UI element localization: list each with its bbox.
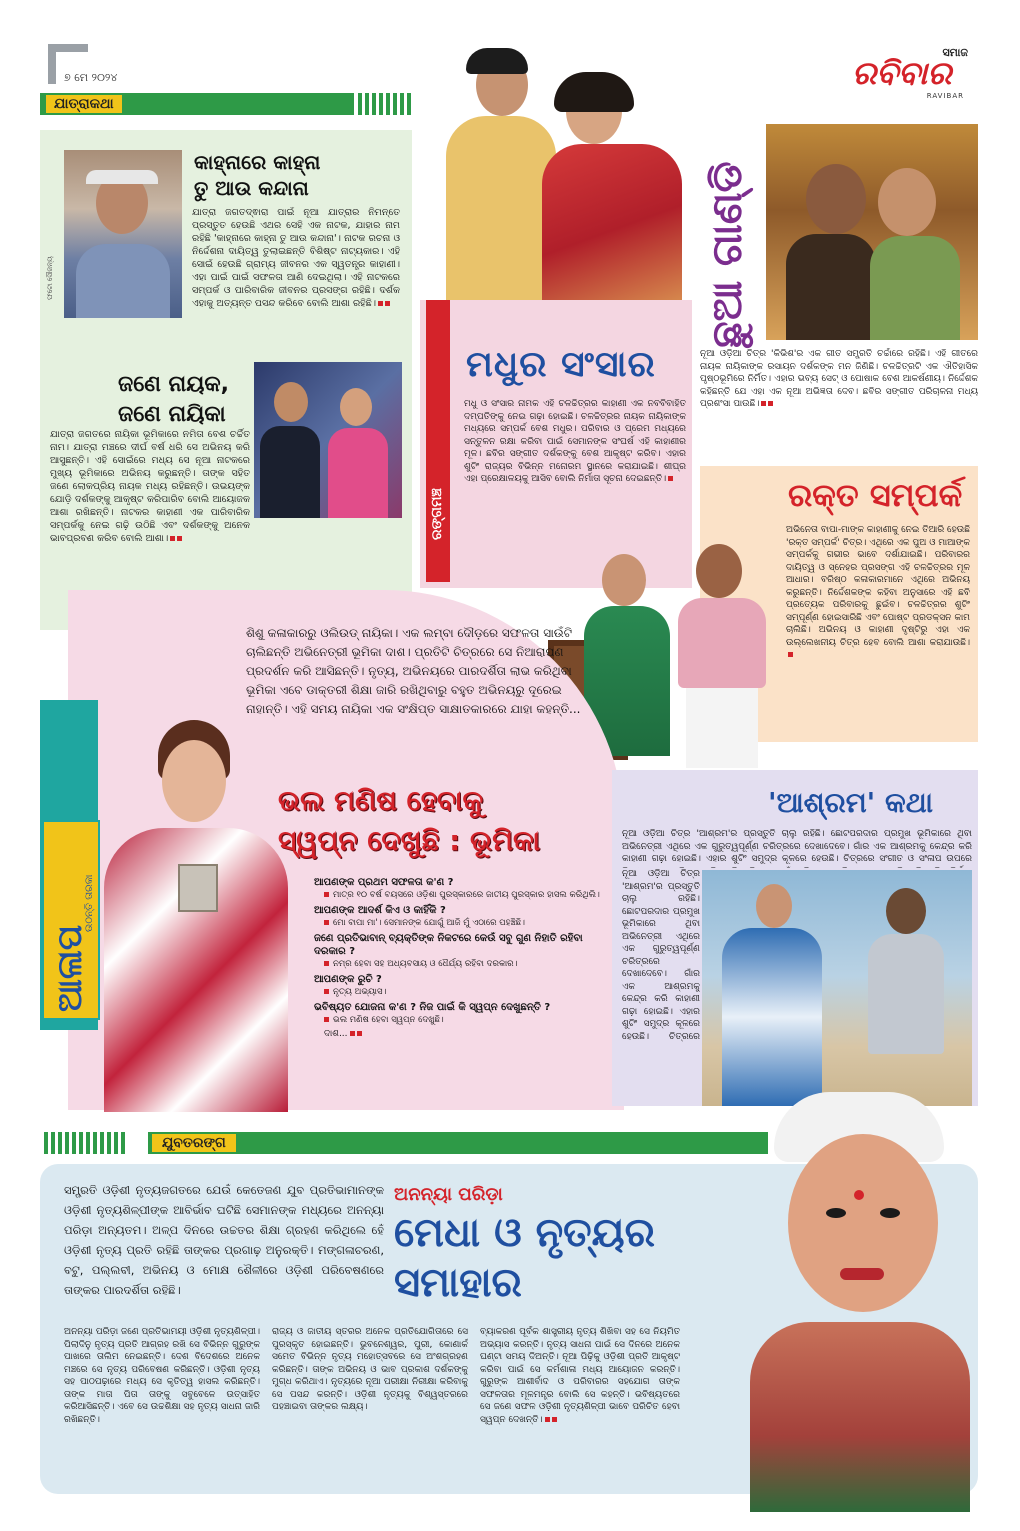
jatra-section-header	[40, 93, 354, 115]
yuba-headline-2: ସମାହାର	[394, 1260, 522, 1306]
interview-qa-list	[314, 876, 614, 1039]
ashram-still-photo	[702, 870, 972, 1106]
qa-answer: ମୋ ବାପା ମା'। ସେମାନଙ୍କ ଯୋଗୁଁ ଆଜି ମୁଁ ଏଠାରେ ପହଞ୍ଚିଛି।	[314, 917, 614, 929]
yuba-section-label: ଯୁବତରଙ୍ଗ	[152, 1134, 236, 1152]
madhur-title: ମଧୁର ସଂସାର	[466, 344, 656, 385]
qa-question: ଜଣେ ପ୍ରତିଭାବାନ୍ ବ୍ୟକ୍ତିଙ୍କ ନିକଟରେ କେଉଁ ସବୁ ଗୁଣ ନିହାତି ରହିବା ଦରକାର ?	[314, 933, 583, 957]
rakta-body: ଅଭିନେତା ବାପା-ମାଙ୍କ କାହାଣୀକୁ ନେଇ ତିଆରି ହେଉଛି 'ରକ୍ତ ସମ୍ପର୍କ' ଚିତ୍ର। ଏଥିରେ ଏକ ପୁଅ ଓ ମାଆଙ୍କ ସମ୍ପର୍କକୁ ଗଭୀର ଭାବେ ଦର୍ଶାଯାଇଛି। ପରିବାରର ଦାୟିତ୍ୱ ଓ ସ୍ନେହର ପ୍ରସଙ୍ଗ ଏହି ଚଳଚ୍ଚିତ୍ରର ମୂଳ ଆଧାର। ବରିଷ୍ଠ କଳାକାରମାନେ ଏଥିରେ ଅଭିନୟ କରୁଛନ୍ତି। ନିର୍ଦ୍ଦେଶକଙ୍କ କହିବା ଅନୁସାରେ ଏହି ଛବି ପ୍ରତ୍ୟେକ ପରିବାରକୁ ଛୁଇଁବ। ଚଳଚ୍ଚିତ୍ରର ଶୁଟିଂ ସମ୍ପୂର୍ଣ୍ଣ ହୋଇସାରିଛି ଏବଂ ପୋଷ୍ଟ ପ୍ରଡକ୍ସନ କାମ ଚାଲିଛି। ଅଭିନୟ ଓ କାହାଣୀ ଦୃଷ୍ଟିରୁ ଏହା ଏକ ଉଲ୍ଲେଖନୀୟ ଚିତ୍ର ହେବ ବୋଲି ଆଶା କରାଯାଉଛି।	[786, 524, 970, 738]
interview-vertical-box	[42, 820, 100, 1020]
madhur-couple-photo	[446, 46, 690, 342]
yuba-col-1: ଅନନ୍ୟା ପରିଡ଼ା ଜଣେ ପ୍ରତିଭାମୟୀ ଓଡ଼ିଶୀ ନୃତ୍ୟଶିଳ୍ପୀ। ପିଲାଦିନୁ ନୃତ୍ୟ ପ୍ରତି ଆଗ୍ରହ ରଖି ସେ ବିଭିନ୍ନ ଗୁରୁଙ୍କ ପାଖରେ ତାଲିମ ନେଇଛନ୍ତି। ଦେଶ ବିଦେଶରେ ଅନେକ ମଞ୍ଚରେ ସେ ନୃତ୍ୟ ପରିବେଷଣ କରିଛନ୍ତି। ଓଡ଼ିଶୀ ନୃତ୍ୟ ସହ ପାଠପଢ଼ାରେ ମଧ୍ୟ ସେ କୃତିତ୍ୱ ହାସଲ କରିଛନ୍ତି। ତାଙ୍କ ମାତା ପିତା ତାଙ୍କୁ ସବୁବେଳେ ଉତ୍ସାହିତ କରିଆସିଛନ୍ତି। ଏବେ ସେ ଉଚ୍ଚଶିକ୍ଷା ସହ ନୃତ୍ୟ ସାଧନା ଜାରି ରଖିଛନ୍ତି।	[64, 1327, 260, 1425]
interview-actress-photo	[96, 700, 296, 1112]
jatra-title-1: କାହ୍ନାରେ କାହ୍ନା	[194, 150, 321, 174]
madhur-vertical-label: ରଙ୍ଗମଞ୍ଚ	[429, 488, 445, 540]
jatra-stripes	[358, 93, 418, 115]
qa-question: ଆପଣଙ୍କ ପ୍ରଥମ ସଫଳତା କ'ଣ ?	[314, 877, 454, 888]
yuba-name: ଅନନ୍ୟା ପରିଡ଼ା	[394, 1184, 503, 1205]
yuba-headline-1: ମେଧା ଓ ନୃତ୍ୟର	[394, 1210, 655, 1256]
qa-item	[314, 876, 614, 901]
qa-answer: ନମ୍ର ହେବା ସହ ଅଧ୍ୟବସାୟ ଓ ଧୈର୍ଯ୍ୟ ରହିବା ଦରକାର।	[314, 958, 614, 970]
logo-latin: RAVIBAR	[926, 92, 964, 100]
interview-vertical-label: ଆଳାପ	[50, 924, 90, 1012]
interview-headline-1: ଭଲ ମଣିଷ ହେବାକୁ	[278, 784, 484, 817]
qa-question: ଭବିଷ୍ୟତ ଯୋଜନା କ'ଣ ? ନିଜ ପାଇଁ କି ସ୍ୱପ୍ନ ଦେଖୁଛନ୍ତି ?	[314, 1002, 551, 1013]
kivish-vertical-title: ଛୁଆ ଗାଣ୍ଡି	[702, 161, 751, 348]
qa-item	[314, 1001, 614, 1026]
jatra-couple-photo	[254, 362, 402, 518]
jatra-title-2: ତୁ ଆଉ କନ୍ଦାନା	[194, 176, 309, 200]
qa-answer: ଭଲ ମଣିଷ ହେବା ସ୍ୱପ୍ନ ଦେଖୁଛି।	[314, 1014, 614, 1026]
ashram-body: ନୂଆ ଓଡ଼ିଆ ଚିତ୍ର 'ଆଶ୍ରମ'ର ପ୍ରସ୍ତୁତି ଚାଲୁ ରହିଛି। ଛୋଟପରଦାର ପ୍ରମୁଖ ଭୂମିକାରେ ଥିବା ଅଭିନେତ୍ରୀ ଏଥିରେ ଏକ ଗୁରୁତ୍ୱପୂର୍ଣ୍ଣ ଚରିତ୍ରରେ ଦେଖାଦେବେ। ଗାଁର ଏକ ଆଶ୍ରମକୁ କେନ୍ଦ୍ର କରି କାହାଣୀ ଗଢ଼ା ହୋଇଛି। ଏହାର ଶୁଟିଂ ସମୁଦ୍ର କୂଳରେ ହେଉଛି। ଚିତ୍ରରେ ସଂଗୀତ ଓ ସଂଳାପ ଉପରେ	[622, 829, 972, 864]
ashram-title: 'ଆଶ୍ରମ' କଥା	[768, 786, 934, 819]
jatra-title-3: ଜଣେ ନାୟକ,	[118, 372, 229, 397]
jatra-title-4: ଜଣେ ନାୟିକା	[118, 402, 226, 427]
qa-item	[314, 904, 614, 929]
yuba-col-2: ରାଜ୍ୟ ଓ ଜାତୀୟ ସ୍ତରର ଅନେକ ପ୍ରତିଯୋଗିତାରେ ସେ ପୁରସ୍କୃତ ହୋଇଛନ୍ତି। ଭୁବନେଶ୍ୱର, ପୁରୀ, କୋଣାର୍କ ସମେତ ବିଭିନ୍ନ ନୃତ୍ୟ ମହୋତ୍ସବରେ ସେ ଅଂଶଗ୍ରହଣ କରିଛନ୍ତି। ତାଙ୍କ ଅଭିନୟ ଓ ଭାବ ପ୍ରକାଶ ଦର୍ଶକଙ୍କୁ ମୁଗ୍ଧ କରିଥାଏ। ନୃତ୍ୟରେ ନୂଆ ପରୀକ୍ଷା ନିରୀକ୍ଷା କରିବାକୁ ସେ ପସନ୍ଦ କରନ୍ତି। ଓଡ଼ିଶୀ ନୃତ୍ୟକୁ ବିଶ୍ୱସ୍ତରରେ ପହଞ୍ଚାଇବା ତାଙ୍କର ଲକ୍ଷ୍ୟ।	[272, 1327, 468, 1412]
qa-question: ଆପଣଙ୍କ ଆଦର୍ଶ କିଏ ଓ କାହିଁକି ?	[314, 905, 446, 916]
jatra-article-2-body: ଯାତ୍ରା ଜଗତରେ ନାୟିକା ଭୂମିକାରେ ନମିତା ବେଶ ଚର୍ଚ୍ଚିତ ନାମ। ଯାତ୍ରା ମଞ୍ଚରେ ଦୀର୍ଘ ବର୍ଷ ଧରି ସେ ଅଭିନୟ କରି ଆସୁଛନ୍ତି। ଏହି ସୋଇଁରେ ମଧ୍ୟ ସେ ନୂଆ ନାଟକରେ ମୁଖ୍ୟ ଭୂମିକାରେ ଅଭିନୟ କରୁଛନ୍ତି। ତାଙ୍କ ସହିତ ଜଣେ ଲୋକପ୍ରିୟ ନାୟକ ମଧ୍ୟ ରହିଛନ୍ତି। ଉଭୟଙ୍କ ଯୋଡ଼ି ଦର୍ଶକଙ୍କୁ ଆକୃଷ୍ଟ କରିପାରିବ ବୋଲି ଆୟୋଜକ ଆଶା ରଖିଛନ୍ତି। ନାଟକର କାହାଣୀ ଏକ ପାରିବାରିକ ସମ୍ପର୍କକୁ ନେଇ ଗଢ଼ି ଉଠିଛି ଏବଂ ଦର୍ଶକଙ୍କୁ ଅନେକ ଭାବପ୍ରବଣ କରିବ ବୋଲି ଆଶା।	[50, 429, 250, 544]
yuba-dancer-photo	[730, 1078, 988, 1514]
jatra-article-1-body: ଯାତ୍ରା ଜଗତଦ୍ଵାରା ପାଇଁ ନୂଆ ଯାତ୍ରାର ନିମନ୍ତେ ପ୍ରସ୍ତୁତ ହେଉଛି ଏଥର ସେହି ଏକ ନାଟକ, ଯାହାର ନାମ ରହିଛି 'କାହ୍ନାରେ କାହ୍ନା ତୁ ଆଉ କନ୍ଦାନା'। ନାଟକ ରଚନା ଓ ନିର୍ଦ୍ଦେଶନା ଦାୟିତ୍ୱ ତୁଲାଇଛନ୍ତି ବିଶିଷ୍ଟ ନାଟ୍ୟକାର। ଏହି ସୋଇଁ ହେଉଛି ଗ୍ରାମ୍ୟ ଜୀବନର ଏକ ସ୍ୱତନ୍ତ୍ର କାହାଣୀ। ଏହା ପାଇଁ ପାଇଁ ସଫଳତା ଆଣି ଦେଇଥିଲା। ଏହି ନାଟକରେ ସମ୍ପର୍କ ଓ ପାରିବାରିକ ଜୀବନର ପ୍ରସଙ୍ଗ ରହିଛି। ଦର୍ଶକ ଏହାକୁ ଅତ୍ୟନ୍ତ ପସନ୍ଦ କରିବେ ବୋଲି ଆଶା ରହିଛି।	[192, 207, 400, 309]
ashram-body-continued: ନୂଆ ଓଡ଼ିଆ ଚିତ୍ର 'ଆଶ୍ରମ'ର ପ୍ରସ୍ତୁତି ଚାଲୁ ରହିଛି। ଛୋଟପରଦାର ପ୍ରମୁଖ ଭୂମିକାରେ ଥିବା ଅଭିନେତ୍ରୀ ଏଥିରେ ଏକ ଗୁରୁତ୍ୱପୂର୍ଣ୍ଣ ଚରିତ୍ରରେ ଦେଖାଦେବେ। ଗାଁର ଏକ ଆଶ୍ରମକୁ କେନ୍ଦ୍ର କରି କାହାଣୀ ଗଢ଼ା ହୋଇଛି। ଏହାର ଶୁଟିଂ ସମୁଦ୍ର କୂଳରେ ହେଉଛି। ଚିତ୍ରରେ	[622, 868, 700, 1044]
interview-intro: ଶିଶୁ କଳାକାରରୁ ଓଲିଉଡ୍ ନାୟିକା। ଏକ ଲମ୍ବା ଦୌଡ଼ରେ ସଫଳତା ସାଉଁଟି ଚାଲିଛନ୍ତି ଅଭିନେତ୍ରୀ ଭୂମିକା ଦାଶ। ପ୍ରତିଟି ଚିତ୍ରରେ ସେ ନିଆରାପଣ ପ୍ରଦର୍ଶନ କରି ଆସିଛନ୍ତି। ନୃତ୍ୟ, ଅଭିନୟରେ ପାରଦର୍ଶିତା ଲାଭ କରିଥିବା ଭୂମିକା ଏବେ ଡାକ୍ତରୀ ଶିକ୍ଷା ଜାରି ରଖିଥିବାରୁ ବହୁତ ଅଭିନୟରୁ ଦୂରେଇ ନାହାନ୍ତି। ଏହି ସମୟ ନାୟିକା ଏକ ସଂକ୍ଷିପ୍ତ ସାକ୍ଷାତକାରରେ ଯାହା କହନ୍ତି...	[246, 626, 581, 716]
masthead-logo[interactable]	[846, 46, 986, 106]
yuba-col-3: ବ୍ୟାକରଣ ପୂର୍ବକ ଶାସ୍ତ୍ରୀୟ ନୃତ୍ୟ ଶିଖିବା ସହ ସେ ନିୟମିତ ଅଭ୍ୟାସ କରନ୍ତି। ନୃତ୍ୟ ସାଧନା ପାଇଁ ସେ ଦିନରେ ଅନେକ ଘଣ୍ଟା ସମୟ ଦିଅନ୍ତି। ନୂଆ ପିଢ଼ିକୁ ଓଡ଼ିଶୀ ପ୍ରତି ଆକୃଷ୍ଟ କରିବା ପାଇଁ ସେ କର୍ମଶାଳା ମଧ୍ୟ ଆୟୋଜନ କରନ୍ତି। ଗୁରୁଙ୍କ ଆଶୀର୍ବାଦ ଓ ପରିବାରର ସହଯୋଗ ତାଙ୍କ ସଫଳତାର ମୂଳମନ୍ତ୍ର ବୋଲି ସେ କହନ୍ତି। ଭବିଷ୍ୟତରେ ସେ ଜଣେ ସଫଳ ଓଡ଼ିଶୀ ନୃତ୍ୟଶିଳ୍ପୀ ଭାବେ ପରିଚିତ ହେବା ସ୍ୱପ୍ନ ଦେଖନ୍ତି।	[480, 1327, 680, 1425]
kivish-still-photo	[766, 124, 978, 340]
qa-question: ଆପଣଙ୍କ ରୁଚି ?	[314, 974, 382, 985]
madhur-vertical-bar	[426, 300, 450, 582]
kivish-body: ନୂଆ ଓଡ଼ିଆ ଚିତ୍ର 'କିଭିଶ'ର ଏକ ଗୀତ ସମ୍ପ୍ରତି ଚର୍ଚ୍ଚାରେ ରହିଛି। ଏହି ଗୀତରେ ନାୟକ ନାୟିକାଙ୍କ ରସାୟନ ଦର୍ଶକଙ୍କ ମନ ଜିଣିଛି। ଚଳଚ୍ଚିତ୍ରଟି ଏକ ଐତିହାସିକ ପୃଷ୍ଠଭୂମିରେ ନିର୍ମିତ। ଏହାର ଭବ୍ୟ ସେଟ୍ ଓ ପୋଷାକ ବେଶ ଆକର୍ଷଣୀୟ। ନିର୍ଦ୍ଦେଶକ କହିଛନ୍ତି ଯେ ଏହା ଏକ ନୂଆ ଅଭିଜ୍ଞତା ଦେବ। ଛବିର ସଙ୍ଗୀତ ପରିଚାଳନା ମଧ୍ୟ ପ୍ରଶଂସା ପାଉଛି।	[700, 349, 978, 409]
madhur-body: ମଧୁ ଓ ସଂସାର ନାମକ ଏହି ଚଳଚ୍ଚିତ୍ରର କାହାଣୀ ଏକ ନବବିବାହିତ ଦମ୍ପତିଙ୍କୁ ନେଇ ଗଢ଼ା ହୋଇଛି। ଚଳଚ୍ଚିତ୍ରର ନାୟକ ନାୟିକାଙ୍କ ମଧ୍ୟରେ ସମ୍ପର୍କ ବେଶ ମଧୁର। ପରିବାର ଓ ପ୍ରେମ ମଧ୍ୟରେ ସନ୍ତୁଳନ ରକ୍ଷା କରିବା ପାଇଁ ସେମାନଙ୍କ ସଂଘର୍ଷ ଏହି କାହାଣୀର ମୂଳ। ଛବିର ସଙ୍ଗୀତ ଦର୍ଶକଙ୍କୁ ବେଶ ଆକୃଷ୍ଟ କରିବ। ଏହାର ଶୁଟିଂ ରାଜ୍ୟର ବିଭିନ୍ନ ମନୋରମ ସ୍ଥାନରେ କରାଯାଇଛି। ଶୀଘ୍ର ଏହା ପ୍ରେକ୍ଷାଳୟକୁ ଆସିବ ବୋଲି ନିର୍ମାତା ସୂଚନା ଦେଇଛନ୍ତି।	[464, 399, 686, 484]
jatra-section-label: ଯାତ୍ରାକଥା	[46, 95, 122, 113]
logo-small: ସମାଜ	[942, 46, 968, 59]
yuba-stripes	[44, 1132, 144, 1154]
jatra-photo-credit: ଫଟୋ ସୌଜନ୍ୟ	[46, 256, 54, 300]
issue-date: ୭ ମେ ୨୦୨୪	[64, 71, 118, 84]
interview-sign-off: ଦାଶ...	[314, 1029, 614, 1039]
interview-vertical-sub: ଉଠନ୍ତି ତାରକା	[84, 874, 95, 932]
qa-item	[314, 932, 614, 970]
qa-answer: ନୃତ୍ୟ ଅଭ୍ୟାସ।	[314, 986, 614, 998]
qa-item	[314, 973, 614, 998]
interview-headline-2: ସ୍ୱପ୍ନ ଦେଖୁଛି : ଭୂମିକା	[278, 824, 541, 857]
rakta-title: ରକ୍ତ ସମ୍ପର୍କ	[788, 476, 963, 514]
yuba-section-header	[148, 1132, 768, 1154]
logo-main: ରବିବାର	[852, 54, 952, 92]
jatra-author-photo	[64, 150, 182, 318]
yuba-lead: ସମ୍ପ୍ରତି ଓଡ଼ିଶୀ ନୃତ୍ୟଜଗତରେ ଯେଉଁ କେତେଜଣ ଯୁବ ପ୍ରତିଭାମାନଙ୍କ ଓଡ଼ିଶୀ ନୃତ୍ୟଶିଳ୍ପୀଙ୍କ ଆବିର୍ଭାବ ଘଟିଛି ସେମାନଙ୍କ ମଧ୍ୟରେ ଅନନ୍ୟା ପରିଡ଼ା ଅନ୍ୟତମ। ଅଳ୍ପ ଦିନରେ ଉଚ୍ଚତର ଶିକ୍ଷା ଗ୍ରହଣ କରିଥିଲେ ହେଁ ଓଡ଼ିଶୀ ନୃତ୍ୟ ପ୍ରତି ରହିଛି ତାଙ୍କର ପ୍ରଗାଢ଼ ଅନୁରକ୍ତି। ମଙ୍ଗଳାଚରଣ, ବଟୁ, ପଲ୍ଲବୀ, ଅଭିନୟ ଓ ମୋକ୍ଷ ଶୈଳୀରେ ଓଡ଼ିଶୀ ପରିବେଷଣରେ ତାଙ୍କର ପାରଦର୍ଶିତା ରହିଛି।	[64, 1183, 384, 1297]
qa-answer: ମାତ୍ର ୧୦ ବର୍ଷ ବୟସରେ ଓଡ଼ିଶା ପୁରସ୍କାରରେ ଜାତୀୟ ପୁରସ୍କାର ହାସଲ କରିଥିଲି।	[314, 889, 614, 901]
